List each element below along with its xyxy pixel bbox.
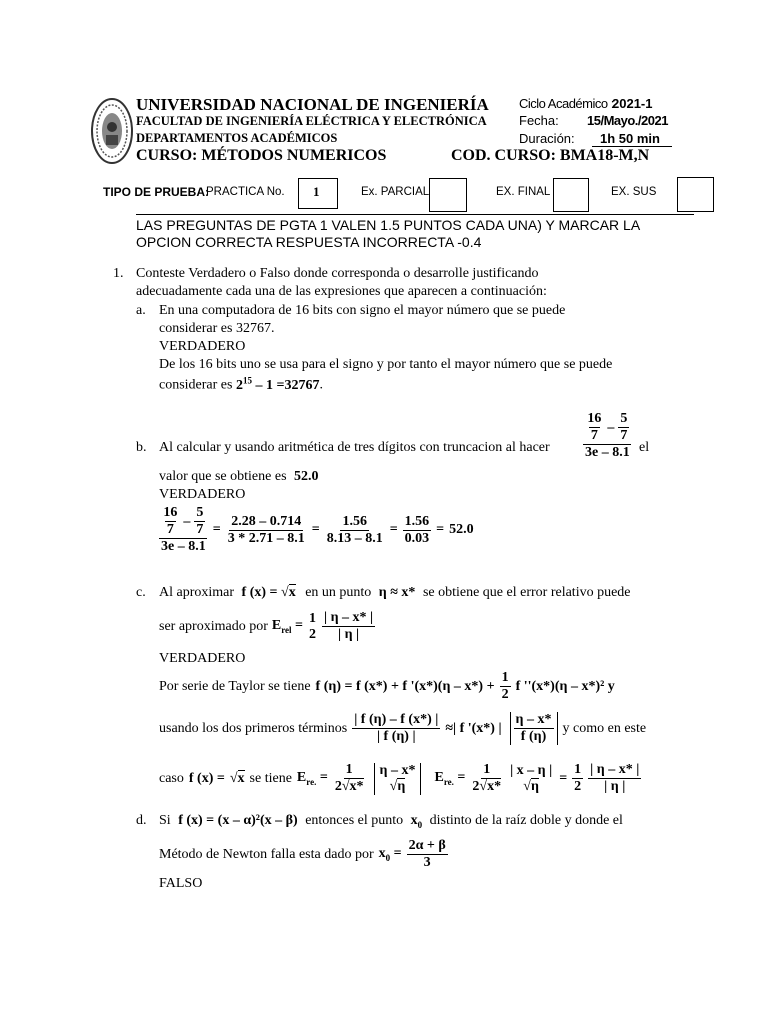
practice-label: PRACTICA No. [206, 186, 285, 198]
item-b-text-2: valor que se obtiene es 52.0 [159, 469, 319, 484]
final-box[interactable] [553, 178, 589, 212]
item-a-explain-1: De los 16 bits uno se usa para el signo y por tanto el mayor número que se puede [159, 357, 613, 372]
item-b-text-1: Al calcular y usando aritmética de tres dígitos con truncacion al hacer [159, 440, 550, 455]
item-d-text-1: Si f (x) = (x – α)²(x – β) entonces el punto $x_0$ distinto de la raíz doble y donde el [159, 813, 623, 830]
item-a-label: a. [136, 303, 146, 318]
test-type-label: TIPO DE PRUEBA: [103, 185, 210, 199]
item-c-case: caso f (x) = √x se tiene $E_{re.}$ = $\frac{1}{2√x*}$ η – x* √η $E_{re.}$ = $\frac{1}{2√x*}$ | x – η | √η = $\frac{1}{2}$ $\frac{| \eta - x* |}{| \eta |}$ [159, 762, 640, 795]
partial-label: Ex. PARCIAL [361, 186, 430, 198]
item-c-taylor: Por serie de Taylor se tiene f (η) = f (x*) + f '(x*)(η – x*) + $\frac{1}{2}$ f ''(x*)(η – x*)² y [159, 670, 615, 703]
date-value: 15/Mayo./2021 [587, 113, 668, 128]
question-number: 1. [113, 266, 124, 281]
instructions-line-2: OPCION CORRECTA RESPUESTA INCORRECTA -0.4 [136, 234, 482, 250]
duration-underline [592, 146, 672, 147]
item-d-answer: FALSO [159, 876, 203, 891]
instructions-line-1: LAS PREGUNTAS DE PGTA 1 VALEN 1.5 PUNTOS CADA UNA) Y MARCAR LA [136, 217, 641, 233]
item-d-label: d. [136, 813, 147, 828]
partial-box[interactable] [429, 178, 467, 212]
question-line-1: Conteste Verdadero o Falso donde corresponda o desarrolle justificando [136, 266, 539, 281]
departments-name: DEPARTAMENTOS ACADÉMICOS [136, 131, 338, 145]
item-a-line-1: En una computadora de 16 bits con signo el mayor número que se puede [159, 303, 566, 318]
university-seal [91, 97, 133, 165]
final-label: EX. FINAL [496, 186, 551, 198]
faculty-name: FACULTAD DE INGENIERÍA ELÉCTRICA Y ELECTRÓNICA [136, 114, 487, 128]
item-d-text-2: Método de Newton falla esta dado por $x_0$ = $\frac{2\alpha + \beta}{3}$ [159, 838, 446, 871]
item-c-text-1: Al aproximar f (x) = √x en un punto η ≈ x* se obtiene que el error relativo puede [159, 585, 631, 600]
header-divider [136, 214, 694, 215]
question-line-2: adecuadamente cada una de las expresiones que aparecen a continuación: [136, 284, 547, 299]
item-b-label: b. [136, 440, 147, 455]
item-b-fraction: $\frac{16}{7}$ – $\frac{5}{7}$ 3e – 8.1 [585, 411, 630, 461]
date-label: Fecha: [519, 113, 559, 128]
item-c-answer: VERDADERO [159, 651, 246, 666]
cycle-label: Ciclo Académico : [519, 96, 614, 111]
course-code: COD. CURSO: BMA18-M,N [451, 147, 650, 164]
item-c-using: usando los dos primeros términos $\frac{| f (\eta) - f (x*) |}{| f (\eta) |}$ ≈| f '(x*) | $\frac{\eta - x*}{f (\eta)}$ y como en este [159, 712, 647, 745]
sus-label: EX. SUS [611, 186, 657, 198]
sus-box[interactable] [677, 177, 714, 212]
item-c-label: c. [136, 585, 146, 600]
cycle-value: 2021-1 [612, 96, 653, 111]
item-b-answer: VERDADERO [159, 487, 246, 502]
duration-value: 1h 50 min [600, 131, 660, 146]
item-b-calculation: $\frac{16}{7}$ – $\frac{5}{7}$ 3e – 8.1 = $\frac{2.28 - 0.714}{3 * 2.71 - 8.1}$ = $\frac{1.56}{8.13 - 8.1}$ = $\frac{1.56}{0.03}$ = 52.0 [161, 505, 474, 555]
course-name: CURSO: MÉTODOS NUMERICOS [136, 147, 387, 164]
item-a-explain-2: considerar es $2^{15} - 1 =32767$. [159, 375, 323, 393]
duration-label: Duración: [519, 131, 575, 146]
item-a-line-2: considerar es 32767. [159, 321, 275, 336]
practice-number: 1 [313, 184, 320, 199]
item-c-text-2: ser aproximado por $E_{rel}$ = 1 2 $\frac{| \eta - x* |}{| \eta |}$ [159, 610, 374, 643]
university-name: UNIVERSIDAD NACIONAL DE INGENIERÍA [136, 95, 489, 114]
item-a-answer: VERDADERO [159, 339, 246, 354]
item-b-text-end: el [639, 440, 650, 455]
